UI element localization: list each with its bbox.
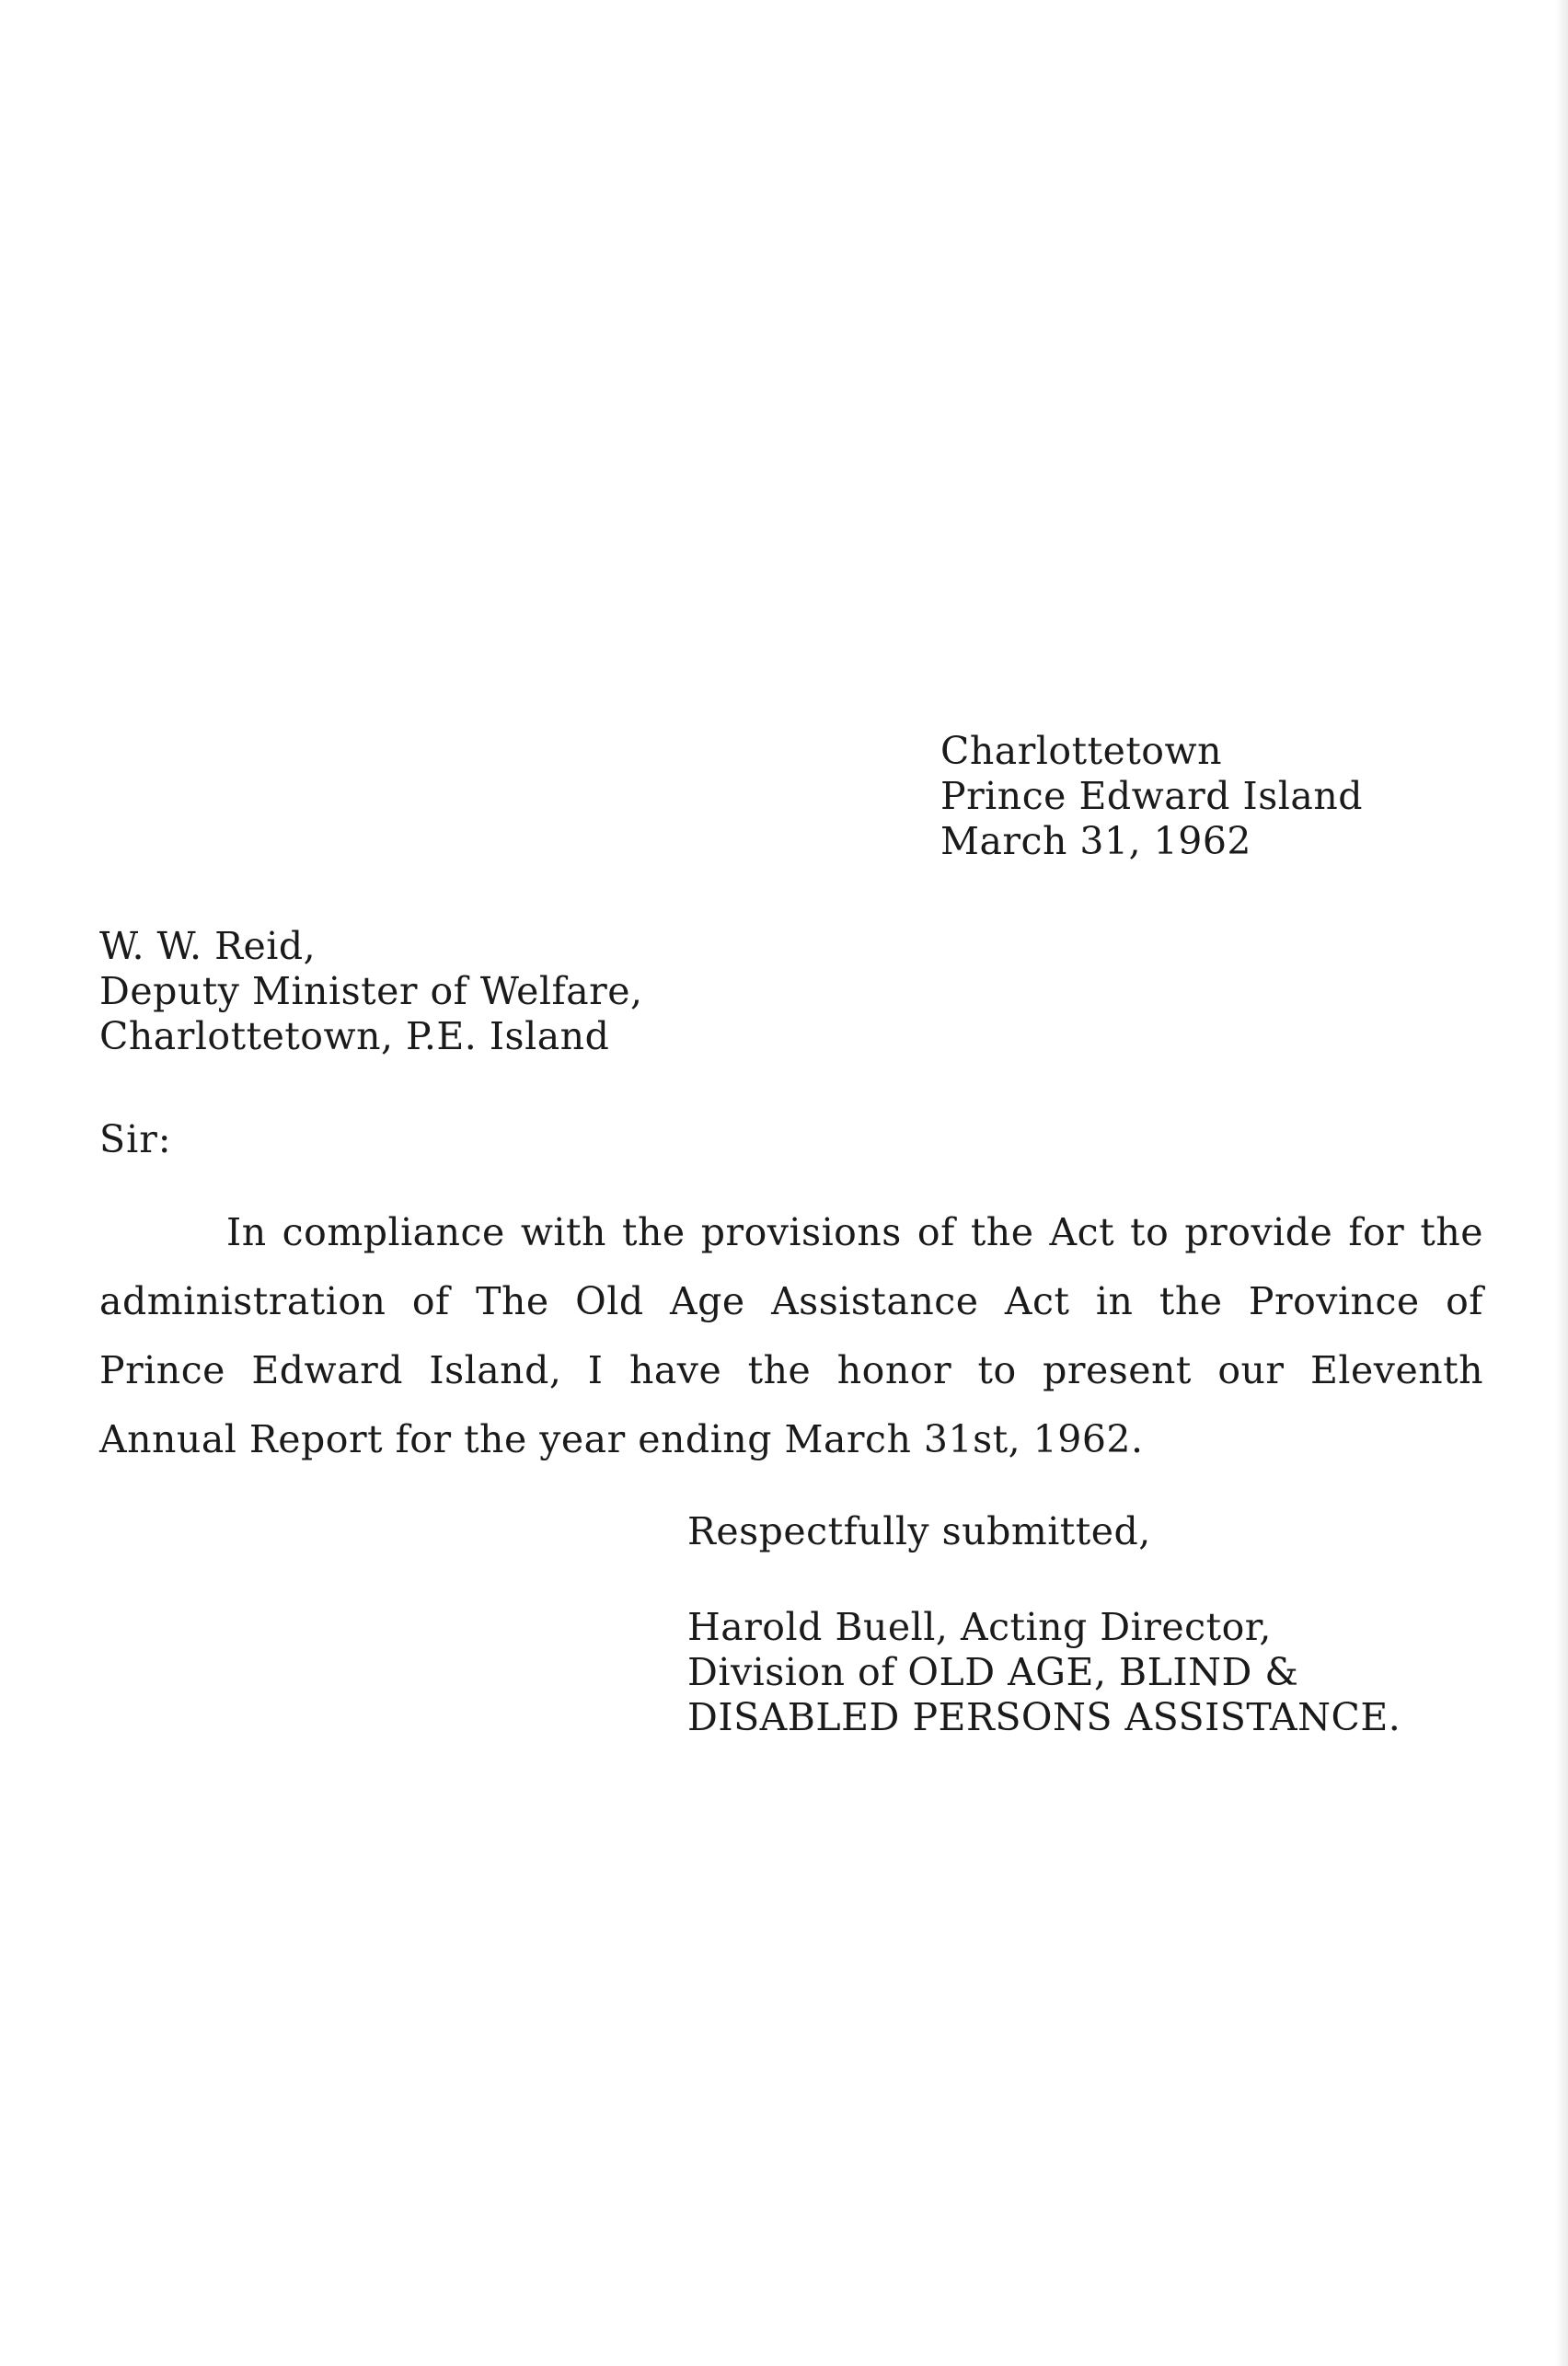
province-line: Prince Edward Island: [940, 774, 1363, 818]
salutation: Sir:: [99, 1117, 172, 1161]
page-edge-shadow: [1555, 0, 1568, 2366]
addressee-location: Charlottetown, P.E. Island: [99, 1014, 610, 1058]
letter-body-paragraph: In compliance with the provisions of the Act to provide for the administration of The Old Age Assistance Act in the Province of Prince Edward Island, I have the honor to present our Eleventh Annual Report for the year ending March 31st, 1962.: [99, 1210, 1483, 1461]
signatory-division-cont: DISABLED PERSONS ASSISTANCE.: [687, 1695, 1401, 1739]
place-line: Charlottetown: [940, 729, 1222, 773]
addressee-name: W. W. Reid,: [99, 924, 317, 968]
date-line: March 31, 1962: [940, 819, 1252, 863]
signature-block: [687, 1605, 1401, 1740]
place-date-block: [940, 729, 1363, 864]
closing-text: Respectfully submitted,: [687, 1509, 1151, 1553]
addressee-title: Deputy Minister of Welfare,: [99, 969, 643, 1013]
addressee-block: [99, 924, 643, 1059]
closing: [687, 1509, 1151, 1554]
signatory-division: Division of OLD AGE, BLIND &: [687, 1650, 1299, 1694]
signatory-name-title: Harold Buell, Acting Director,: [687, 1605, 1272, 1649]
